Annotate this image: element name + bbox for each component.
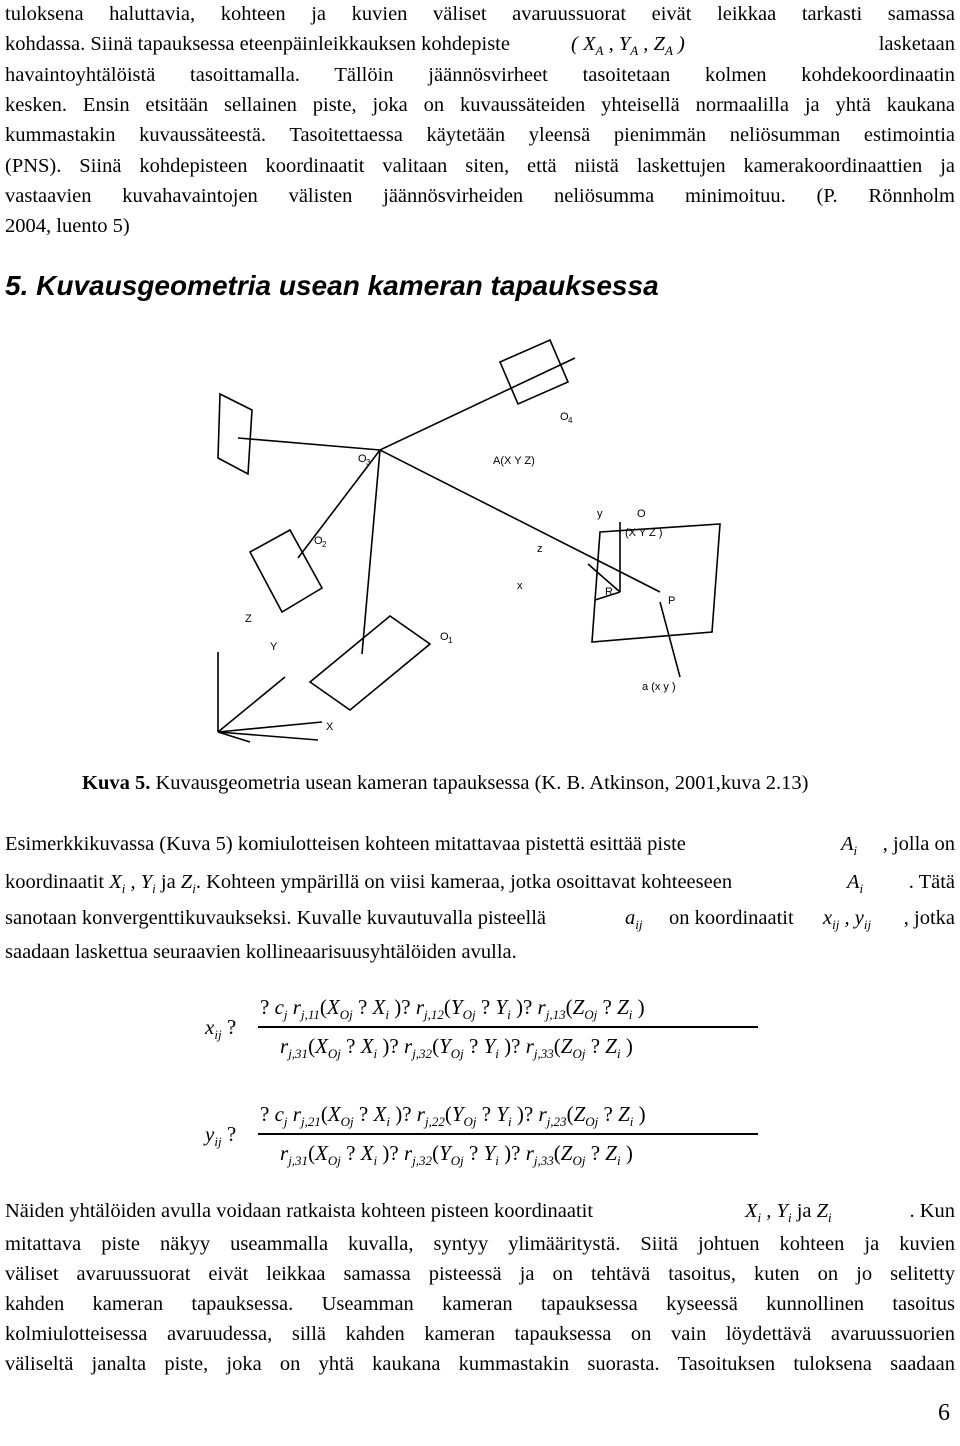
text-span: kohdassa. Siinä tapauksessa eteenpäinleikkauksen kohdepiste [5,33,510,55]
text-line: (PNS). Siinä kohdepisteen koordinaatit valitaan siten, että niistä laskettujen kamerakoordinaattien ja [5,155,955,177]
text-line: kummastakin kuvaussäteestä. Tasoitettaessa käytetään yleensä pienimmän neliösumman estimointia [5,124,955,146]
equation-xij-numerator: ? $c_j$ $r_{j,11}(X_{Oj}$ ? $X_i$ )? $r_{j,12}(Y_{Oj}$ ? $Y_i$ )? $r_{j,13}(Z_{Oj}$ ? $Z_i$ ) [260,995,645,1022]
equation-yij-numerator: ? $c_j$ $r_{j,21}(X_{Oj}$ ? $X_i$ )? $r_{j,22}(Y_{Oj}$ ? $Y_i$ )? $r_{j,23}(Z_{Oj}$ ? $Z_i$ ) [260,1102,646,1129]
text-line: tuloksena haluttavia, kohteen ja kuvien väliset avaruussuorat eivät leikkaa tarkasti samassa [5,3,955,25]
label-rj: R [605,586,613,598]
label-xoj: (X Y Z ) [625,527,663,539]
text-span: on koordinaatit [669,907,794,929]
label-zj: z [537,543,543,555]
point-coordinates: ( $X_A$ , $Y_A$ , $Z_A$ ) [571,33,685,58]
text-line [5,904,955,933]
image-plane-3 [218,394,252,474]
math-xyz-2: $X_i$ , $Y_i$ ja $Z_i$ [745,1200,832,1225]
text-span: Näiden yhtälöiden avulla voidaan ratkaista kohteen pisteen koordinaatit [5,1200,594,1222]
text-span: koordinaatit [5,871,105,893]
fraction-line-x [258,1026,758,1028]
image-plane-2 [250,530,322,612]
math-ai-2: $A_i$ [847,871,864,896]
text-line: väliseltä janalta piste, joka on yhtä kaukana kummastakin suorasta. Tasoituksen tuloksena saadaan [5,1353,955,1375]
text-line: kesken. Ensin etsitään sellainen piste, joka on kuvaussäteiden yhteisellä normaalilla ja yhtä kaukana [5,94,955,116]
page-number: 6 [938,1400,950,1426]
text-span: . Kun [909,1200,955,1222]
math-aij: $a_{ij}$ [625,907,643,932]
text-line: kolmiulotteisessa avaruudessa, sillä kahden kameran tapauksessa on vain löydettävä avaruussuorien [5,1323,955,1345]
text-line [5,830,955,859]
math-ai: $A_i$ [841,833,858,858]
fraction-line-y [258,1133,758,1135]
text-line: 2004, luento 5) [5,215,130,237]
label-aij: a (x y ) [642,681,676,693]
text-line: koordinaatit $X_i$ , $Y_i$ ja $Z_i$. Kohteen ympärillä on viisi kameraa, jotka osoittavat kohteeseen $A_i$ . Tätä [5,868,955,903]
text-line: havaintoyhtälöistä tasoittamalla. Tällöin jäännösvirheet tasoitetaan kolmen kohdekoordinaatin [5,64,955,86]
text-span: Esimerkkikuvassa (Kuva 5) komiulotteisen kohteen mitattavaa pistettä esittää piste [5,833,686,855]
image-plane-1 [310,616,430,710]
svg-text:4: 4 [568,416,573,425]
label-oj: O [637,508,646,520]
caption-label: Kuva 5. [82,772,151,794]
text-line: saadaan laskettua seuraavien kollineaarisuusyhtälöiden avulla. [5,941,517,963]
math-xyz: $X_i$ , $Y_i$ [109,871,156,896]
svg-text:3: 3 [366,458,371,467]
label-x: X [326,721,334,733]
equation-xij-denominator: $r_{j,31}(X_{Oj}$ ? $X_i$ )? $r_{j,32}(Y_{Oj}$ ? $Y_i$ )? $r_{j,33}(Z_{Oj}$ ? $Z_i$ ) [280,1034,633,1061]
label-o4: O [560,411,569,423]
caption-text: Kuvausgeometria usean kameran tapauksessa (K. B. Atkinson, 2001,kuva 2.13) [150,772,809,794]
equation-yij-lhs: $y_{ij}$ ? [205,1122,237,1149]
camera-geometry-figure [190,332,750,752]
equation-yij-denominator: $r_{j,31}(X_{Oj}$ ? $X_i$ )? $r_{j,32}(Y_{Oj}$ ? $Y_i$ )? $r_{j,33}(Z_{Oj}$ ? $Z_i$ ) [280,1141,633,1168]
text-line: mitattava piste näkyy useammalla kuvalla, syntyy ylimääritystä. Siitä johtuen kohteen ja kuvien [5,1233,955,1255]
text-span: , jolla on [882,833,955,855]
label-o1: O [440,631,449,643]
section-title: 5. Kuvausgeometria usean kameran tapauksessa [5,270,659,301]
svg-text:1: 1 [448,636,453,645]
text-line: väliset avaruussuorat eivät leikkaa samassa pisteessä ja on tehtävä tasoitus, kuten on jo selitetty [5,1263,955,1285]
text-line [5,30,955,59]
label-z: Z [245,613,252,625]
text-line: vastaavien kuvahavaintojen välisten jäännösvirheiden neliösumma minimoituu. (P. Rönnholm [5,185,955,207]
text-line [5,1197,955,1226]
text-span: , jotka [903,907,955,929]
equation-xij-lhs: $x_{ij}$ ? [205,1015,237,1042]
label-y: Y [270,641,278,653]
text-span: . Kohteen ympärillä on viisi kameraa, jotka osoittavat kohteeseen [195,871,733,893]
label-o2: O [314,535,323,547]
text-span: sanotaan konvergenttikuvaukseksi. Kuvalle kuvautuvalla pisteellä [5,907,547,929]
figure-caption [82,772,809,795]
text-line: kahden kameran tapauksessa. Useamman kameran tapauksessa kyseessä kunnollinen tasoitus [5,1293,955,1315]
image-plane-4 [500,340,568,404]
label-yj: y [597,508,603,520]
svg-text:2: 2 [322,540,327,549]
label-pj: P [668,595,676,607]
label-o3: O [358,453,367,465]
text-span: lasketaan [878,33,955,55]
math-xij-yij: $x_{ij}$ , $y_{ij}$ [823,907,872,932]
text-span: . Tätä [908,871,955,893]
label-ai: A(X Y Z) [493,455,535,467]
image-plane-j [592,524,720,642]
label-xj: x [517,580,523,592]
